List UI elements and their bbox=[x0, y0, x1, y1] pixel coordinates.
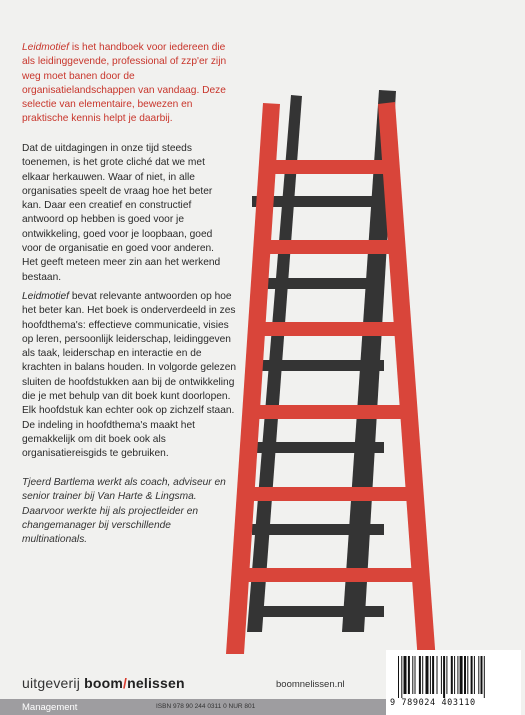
category-label: Management bbox=[22, 702, 78, 713]
publisher-logo bbox=[22, 675, 185, 691]
barcode-panel bbox=[386, 650, 521, 715]
barcode-bar bbox=[437, 656, 438, 694]
barcode-bar bbox=[401, 656, 402, 698]
barcode-bar bbox=[457, 656, 458, 694]
barcode-bar bbox=[460, 656, 463, 694]
barcode-bar bbox=[454, 656, 455, 694]
publisher-prefix: uitgeverij bbox=[22, 675, 85, 691]
ladder-front-rung bbox=[266, 160, 388, 174]
barcode-bar bbox=[471, 656, 473, 694]
barcode-bar bbox=[443, 656, 445, 698]
barcode-bar bbox=[430, 656, 431, 694]
ladder-back-rung bbox=[252, 524, 384, 535]
ladder-back-rung bbox=[252, 606, 384, 617]
barcode-bar bbox=[412, 656, 413, 694]
ladder-back-rung bbox=[252, 442, 384, 453]
body-paragraph-1: Dat de uitdagingen in onze tijd steeds toenemen, is het grote cliché dat we met elkaar herkauwen. Waar of niet, in alle organisaties speelt de vraag hoe het beter kan. Daar een creatief en constructief antwoord op hebben is goed voor je ontwikkeling, goed voor je loopbaan, goed voor de organisatie en goed voor anderen. Het geeft meteen meer zin aan het werkend bestaan. bbox=[22, 143, 221, 283]
barcode-bar bbox=[426, 656, 429, 694]
barcode-bar bbox=[404, 656, 407, 694]
isbn-barcode bbox=[398, 656, 510, 698]
ladder-back-rung bbox=[252, 278, 384, 289]
intro-text bbox=[22, 41, 240, 127]
barcode-bar bbox=[419, 656, 421, 694]
barcode-bar bbox=[467, 656, 468, 694]
ladder-front-rung bbox=[251, 405, 406, 419]
barcode-bar bbox=[451, 656, 453, 694]
barcode-bar bbox=[422, 656, 423, 694]
publisher-slash: / bbox=[123, 675, 128, 691]
body-paragraph-2 bbox=[22, 290, 237, 462]
paragraph2-body: bevat relevante antwoorden op hoe het beter kan. Het boek is onderverdeeld in zes hoofdthema's: effectieve communicatie, visies op leren, persoonlijk leiderschap, leidinggeven als taak, leiderschap en interactie en de krachten in balans houden. In volgorde gelezen sluiten de hoofdstukken aan bij de ontwikkeling die je met behulp van dit boek kunt doorlopen. Elk hoofdstuk kan echter ook op zichzelf staan. De indeling in hoofdthema's maakt het gemakkelijk om dit boek ook als organisatiereisgids te gebruiken. bbox=[22, 291, 237, 460]
barcode-bar bbox=[408, 656, 410, 694]
intro-body: is het handboek voor iedereen die als leidinggevende, professional of zzp'er zijn weg moet banen door de organisatielandschappen van vandaag. Deze selectie van elementaire, bewezen en praktische kennis helpt je daarbij. bbox=[22, 42, 227, 125]
publisher-brand-b: nelissen bbox=[127, 675, 185, 691]
ladder-front-rung bbox=[246, 487, 412, 501]
ladder-front-rung bbox=[256, 322, 400, 336]
ladder-back-rung bbox=[252, 360, 384, 371]
publisher-brand-a: boom bbox=[84, 675, 124, 691]
barcode-bar bbox=[464, 656, 466, 694]
barcode-digits: 9 789024 403110 bbox=[390, 698, 476, 708]
barcode-bar bbox=[415, 656, 416, 694]
barcode-bar bbox=[481, 656, 483, 694]
barcode-bar bbox=[432, 656, 434, 694]
ladder-front-rung bbox=[241, 568, 418, 582]
barcode-bar bbox=[474, 656, 475, 694]
intro-title-word: Leidmotief bbox=[22, 42, 70, 53]
barcode-bar bbox=[484, 656, 485, 698]
barcode-bar bbox=[441, 656, 442, 694]
paragraph2-title-word: Leidmotief bbox=[22, 291, 70, 302]
barcode-bar bbox=[446, 656, 447, 694]
author-bio: Tjeerd Bartlema werkt als coach, adviseur en senior trainer bij Van Harte & Lingsma. Daarvoor werkte hij als projectleider en changemanager bij verschillende multinationals. bbox=[22, 477, 226, 546]
isbn-nur-line: ISBN 978 90 244 0311 0 NUR 801 bbox=[156, 703, 256, 710]
publisher-website: boomnelissen.nl bbox=[276, 679, 345, 690]
ladder-front-rung bbox=[261, 240, 394, 254]
barcode-bar bbox=[478, 656, 479, 694]
barcode-bar bbox=[398, 656, 399, 698]
